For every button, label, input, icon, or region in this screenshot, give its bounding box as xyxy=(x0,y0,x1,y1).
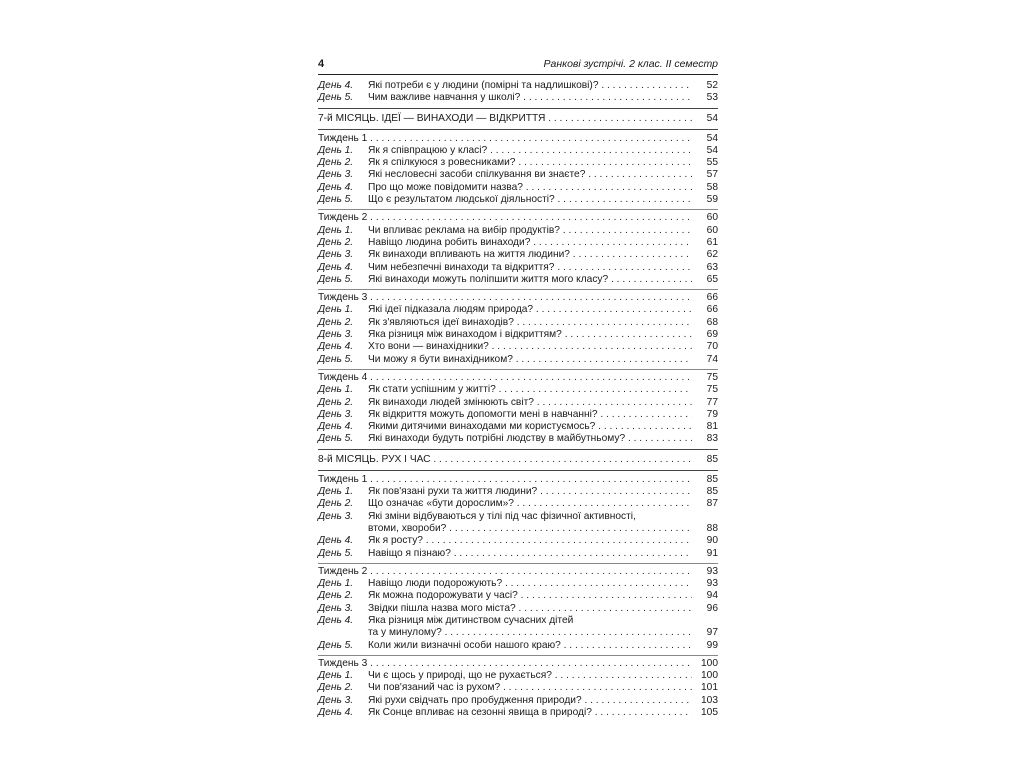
toc-entry-title: Чим важливе навчання у школі? xyxy=(368,92,521,104)
toc-entry xyxy=(318,627,718,639)
dot-leader xyxy=(489,341,692,352)
toc-day-label: День 3. xyxy=(318,408,354,420)
dot-leader xyxy=(367,133,692,144)
dot-leader xyxy=(595,421,692,432)
toc-day-label: День 1. xyxy=(318,486,354,498)
dot-leader xyxy=(423,535,692,546)
dot-leader xyxy=(515,157,692,168)
toc-day-label: День 4. xyxy=(318,535,354,547)
toc-entry xyxy=(318,409,718,421)
toc-page-number: 103 xyxy=(701,694,718,706)
toc-page-number: 105 xyxy=(701,707,718,719)
toc-entry-title: Коли жили визначні особи нашого краю? xyxy=(368,639,561,651)
toc-page-number: 59 xyxy=(706,194,718,206)
toc-entry xyxy=(318,511,718,523)
dot-leader xyxy=(513,354,692,365)
dot-leader xyxy=(537,486,692,497)
toc-day-label: День 3. xyxy=(318,249,354,261)
toc-day-label: День 5. xyxy=(318,433,354,445)
page-header xyxy=(318,56,718,74)
toc-day-label: День 2. xyxy=(318,682,354,694)
toc-page-number: 99 xyxy=(706,639,718,651)
toc-entry-title: Чи пов'язаний час із рухом? xyxy=(368,682,501,694)
toc-entry xyxy=(318,194,718,206)
toc-entry xyxy=(318,615,718,627)
toc-page-number: 79 xyxy=(706,408,718,420)
dot-leader xyxy=(367,212,692,223)
toc-day-label: День 3. xyxy=(318,169,354,181)
week-heading xyxy=(318,474,718,486)
toc-entry-title: Як винаходи впливають на життя людини? xyxy=(368,249,570,261)
page-number: 4 xyxy=(318,58,325,70)
toc-page-number: 100 xyxy=(701,670,718,682)
week-rule xyxy=(318,209,718,210)
toc-entry xyxy=(318,433,718,445)
toc-day-label: День 3. xyxy=(318,329,354,341)
toc-page-number: 58 xyxy=(706,181,718,193)
toc-entry xyxy=(318,682,718,694)
toc-entry xyxy=(318,317,718,329)
week-rule xyxy=(318,470,718,471)
toc-entry-title: Звідки пішла назва мого міста? xyxy=(368,602,516,614)
toc-day-label: День 4. xyxy=(318,421,354,433)
toc-entry-title: Яка різниця між дитинством сучасних дітей xyxy=(368,614,574,626)
toc-entry-title: Які несловесні засоби спілкування ви знаєте? xyxy=(368,169,586,181)
toc-day-label: День 1. xyxy=(318,670,354,682)
toc-page-number: 52 xyxy=(706,80,718,91)
toc-page-number: 65 xyxy=(706,273,718,285)
week-rule xyxy=(318,129,718,130)
toc-entry-title: Які потреби є у людини (помірні та надлишкові)? xyxy=(368,80,599,91)
toc-page-number: 94 xyxy=(706,590,718,602)
toc-entry-title: Як пов'язані рухи та життя людини? xyxy=(368,486,538,498)
dot-leader xyxy=(585,169,692,180)
dot-leader xyxy=(562,329,692,340)
toc-page-number: 97 xyxy=(706,627,718,639)
dot-leader xyxy=(555,194,692,205)
toc-entry-title: 8-й МІСЯЦЬ. РУХ І ЧАС xyxy=(318,453,431,465)
toc-entry xyxy=(318,421,718,433)
toc-page-number: 54 xyxy=(706,112,718,124)
toc-entry-title: Навіщо люди подорожують? xyxy=(368,578,503,590)
toc-entry xyxy=(318,274,718,286)
toc-entry xyxy=(318,590,718,602)
toc-page-number: 75 xyxy=(706,384,718,396)
dot-leader xyxy=(500,682,692,693)
toc-page-number: 93 xyxy=(706,565,718,577)
toc-entry-title: Тиждень 1 xyxy=(318,473,368,485)
toc-day-label: День 2. xyxy=(318,590,354,602)
dot-leader xyxy=(514,498,692,509)
toc-page-number: 60 xyxy=(706,224,718,236)
toc-day-label: День 5. xyxy=(318,273,354,285)
toc-day-label: День 4. xyxy=(318,707,354,719)
toc-page-number: 83 xyxy=(706,433,718,445)
toc-entry xyxy=(318,384,718,396)
toc-entry-title: Хто вони — винахідники? xyxy=(368,341,489,353)
toc-entry xyxy=(318,237,718,249)
toc-entry-title: Чи можу я бути винахідником? xyxy=(368,353,513,365)
toc-page-number: 85 xyxy=(706,473,718,485)
toc-page-number: 96 xyxy=(706,602,718,614)
week-heading xyxy=(318,133,718,145)
dot-leader xyxy=(598,409,692,420)
toc-day-label: День 3. xyxy=(318,694,354,706)
toc-entry-title: Як я співпрацюю у класі? xyxy=(368,144,488,156)
toc-page-number: 91 xyxy=(706,547,718,559)
dot-leader xyxy=(554,262,692,273)
section-rule xyxy=(318,108,718,109)
dot-leader xyxy=(514,317,692,328)
toc-page-number: 63 xyxy=(706,261,718,273)
toc-entry-title: Чи впливає реклама на вибір продуктів? xyxy=(368,224,560,236)
dot-leader xyxy=(487,145,692,156)
toc-page-number: 57 xyxy=(706,169,718,181)
toc-entry-title: Що є результатом людської діяльності? xyxy=(368,194,555,206)
dot-leader xyxy=(599,80,693,91)
dot-leader xyxy=(442,627,692,638)
toc-entry-title: Як я спілкуюся з ровесниками? xyxy=(368,157,516,169)
toc-entry-title: Навіщо людина робить винаходи? xyxy=(368,236,531,248)
dot-leader xyxy=(367,566,692,577)
toc-entry-title: Тиждень 1 xyxy=(318,132,368,144)
week-rule xyxy=(318,563,718,564)
toc-page-number: 85 xyxy=(706,486,718,498)
dot-leader xyxy=(502,578,692,589)
toc-day-label: День 5. xyxy=(318,92,354,104)
dot-leader xyxy=(496,384,692,395)
toc-day-label: День 5. xyxy=(318,353,354,365)
toc-entry-title: Які рухи свідчать про пробудження природи? xyxy=(368,694,582,706)
dot-leader xyxy=(523,182,692,193)
dot-leader xyxy=(561,640,692,651)
toc-entry-title: 7-й МІСЯЦЬ. ІДЕЇ — ВИНАХОДИ — ВІДКРИТТЯ xyxy=(318,112,546,124)
dot-leader xyxy=(530,237,692,248)
toc-day-label: День 2. xyxy=(318,157,354,169)
toc-day-label: День 5. xyxy=(318,547,354,559)
toc-page-number: 66 xyxy=(706,304,718,316)
dot-leader xyxy=(625,433,692,444)
toc-entry xyxy=(318,670,718,682)
toc-entry-title: Тиждень 2 xyxy=(318,565,368,577)
toc-day-label: День 3. xyxy=(318,602,354,614)
dot-leader xyxy=(367,658,692,669)
toc-page-number: 68 xyxy=(706,316,718,328)
toc-entry-title: Тиждень 3 xyxy=(318,657,368,669)
week-rule xyxy=(318,369,718,370)
toc-day-label: День 3. xyxy=(318,510,354,522)
dot-leader xyxy=(582,695,692,706)
week-rule xyxy=(318,289,718,290)
toc-entry xyxy=(318,329,718,341)
toc-entry xyxy=(318,80,718,92)
toc-entry xyxy=(318,603,718,615)
month-heading xyxy=(318,112,718,126)
toc-day-label: День 4. xyxy=(318,614,354,626)
toc-entry-title: Як можна подорожувати у часі? xyxy=(368,590,518,602)
toc-page-number: 75 xyxy=(706,371,718,383)
month-heading xyxy=(318,453,718,467)
toc-entry xyxy=(318,535,718,547)
toc-day-label: День 1. xyxy=(318,304,354,316)
toc-page-number: 61 xyxy=(706,236,718,248)
toc-page-number: 69 xyxy=(706,329,718,341)
toc-entry-title: втоми, хвороби? xyxy=(368,522,447,534)
dot-leader xyxy=(552,670,692,681)
toc-entry-title: Тиждень 4 xyxy=(318,371,368,383)
toc-entry xyxy=(318,486,718,498)
toc-page-number: 87 xyxy=(706,498,718,510)
toc-entry-title: Навіщо я пізнаю? xyxy=(368,547,451,559)
toc-entry-title: та у минулому? xyxy=(368,627,442,639)
header-rule xyxy=(318,74,718,75)
toc-entry xyxy=(318,92,718,104)
week-heading xyxy=(318,566,718,578)
table-of-contents xyxy=(318,80,718,719)
toc-entry xyxy=(318,640,718,652)
toc-day-label: День 1. xyxy=(318,578,354,590)
toc-entry-title: Якими дитячими винаходами ми користуємось? xyxy=(368,421,596,433)
toc-entry-title: Які зміни відбуваються у тілі під час фізичної активності, xyxy=(368,510,636,522)
toc-page-number: 62 xyxy=(706,249,718,261)
toc-entry xyxy=(318,249,718,261)
toc-entry-title: Про що може повідомити назва? xyxy=(368,181,523,193)
toc-day-label: День 1. xyxy=(318,224,354,236)
dot-leader xyxy=(520,92,692,103)
toc-page-number: 54 xyxy=(706,144,718,156)
toc-entry xyxy=(318,695,718,707)
toc-entry xyxy=(318,145,718,157)
toc-entry-title: Як я росту? xyxy=(368,535,423,547)
toc-page xyxy=(318,56,718,719)
dot-leader xyxy=(367,292,692,303)
toc-entry xyxy=(318,157,718,169)
toc-entry xyxy=(318,262,718,274)
toc-page-number: 93 xyxy=(706,578,718,590)
toc-entry-title: Що означає «бути дорослим»? xyxy=(368,498,514,510)
toc-entry xyxy=(318,341,718,353)
toc-entry xyxy=(318,548,718,560)
toc-entry xyxy=(318,498,718,510)
toc-day-label: День 4. xyxy=(318,261,354,273)
toc-page-number: 74 xyxy=(706,353,718,365)
toc-entry-title: Які винаходи можуть поліпшити життя мого класу? xyxy=(368,273,609,285)
toc-entry-title: Як відкриття можуть допомогти мені в навчанні? xyxy=(368,408,598,420)
dot-leader xyxy=(533,304,692,315)
toc-entry xyxy=(318,354,718,366)
dot-leader xyxy=(518,590,692,601)
toc-day-label: День 2. xyxy=(318,498,354,510)
toc-entry-title: Які ідеї підказала людям природа? xyxy=(368,304,534,316)
toc-day-label: День 5. xyxy=(318,639,354,651)
toc-entry xyxy=(318,707,718,719)
dot-leader xyxy=(534,397,692,408)
toc-entry-title: Як Сонце впливає на сезонні явища в природі? xyxy=(368,707,592,719)
toc-page-number: 70 xyxy=(706,341,718,353)
toc-entry xyxy=(318,225,718,237)
toc-day-label: День 5. xyxy=(318,194,354,206)
dot-leader xyxy=(367,474,692,485)
toc-page-number: 88 xyxy=(706,522,718,534)
week-heading xyxy=(318,372,718,384)
toc-day-label: День 2. xyxy=(318,316,354,328)
running-title: Ранкові зустрічі. 2 клас. ІІ семестр xyxy=(543,58,718,70)
toc-day-label: День 4. xyxy=(318,341,354,353)
toc-page-number: 81 xyxy=(706,421,718,433)
toc-entry xyxy=(318,169,718,181)
toc-entry-title: Як з'являються ідеї винаходів? xyxy=(368,316,514,328)
toc-page-number: 77 xyxy=(706,396,718,408)
dot-leader xyxy=(367,372,692,383)
dot-leader xyxy=(608,274,692,285)
toc-page-number: 53 xyxy=(706,92,718,104)
toc-entry-title: Тиждень 3 xyxy=(318,292,368,304)
dot-leader xyxy=(446,523,692,534)
toc-day-label: День 2. xyxy=(318,396,354,408)
toc-entry-title: Як винаходи людей змінюють світ? xyxy=(368,396,534,408)
week-rule xyxy=(318,655,718,656)
dot-leader xyxy=(570,249,692,260)
toc-page-number: 85 xyxy=(706,453,718,465)
toc-entry-title: Тиждень 2 xyxy=(318,212,368,224)
toc-entry xyxy=(318,182,718,194)
dot-leader xyxy=(545,113,692,124)
toc-day-label: День 2. xyxy=(318,236,354,248)
dot-leader xyxy=(431,454,692,465)
week-heading xyxy=(318,292,718,304)
toc-entry-title: Чи є щось у природі, що не рухається? xyxy=(368,670,552,682)
toc-day-label: День 4. xyxy=(318,181,354,193)
dot-leader xyxy=(560,225,692,236)
dot-leader xyxy=(592,707,692,718)
section-rule xyxy=(318,449,718,450)
toc-day-label: День 1. xyxy=(318,144,354,156)
toc-entry-title: Які винаходи будуть потрібні людству в майбутньому? xyxy=(368,433,626,445)
dot-leader xyxy=(451,548,692,559)
toc-entry-title: Як стати успішним у житті? xyxy=(368,384,496,396)
toc-page-number: 66 xyxy=(706,292,718,304)
toc-entry xyxy=(318,523,718,535)
dot-leader xyxy=(516,603,692,614)
toc-entry xyxy=(318,397,718,409)
toc-entry-title: Яка різниця між винаходом і відкриттям? xyxy=(368,329,562,341)
toc-page-number: 100 xyxy=(701,657,718,669)
toc-page-number: 54 xyxy=(706,132,718,144)
toc-page-number: 60 xyxy=(706,212,718,224)
toc-day-label: День 1. xyxy=(318,384,354,396)
week-heading xyxy=(318,212,718,224)
week-heading xyxy=(318,658,718,670)
toc-entry xyxy=(318,578,718,590)
toc-entry xyxy=(318,304,718,316)
toc-day-label: День 4. xyxy=(318,80,354,91)
toc-page-number: 90 xyxy=(706,535,718,547)
toc-entry-title: Чим небезпечні винаходи та відкриття? xyxy=(368,261,555,273)
toc-page-number: 101 xyxy=(701,682,718,694)
toc-page-number: 55 xyxy=(706,157,718,169)
